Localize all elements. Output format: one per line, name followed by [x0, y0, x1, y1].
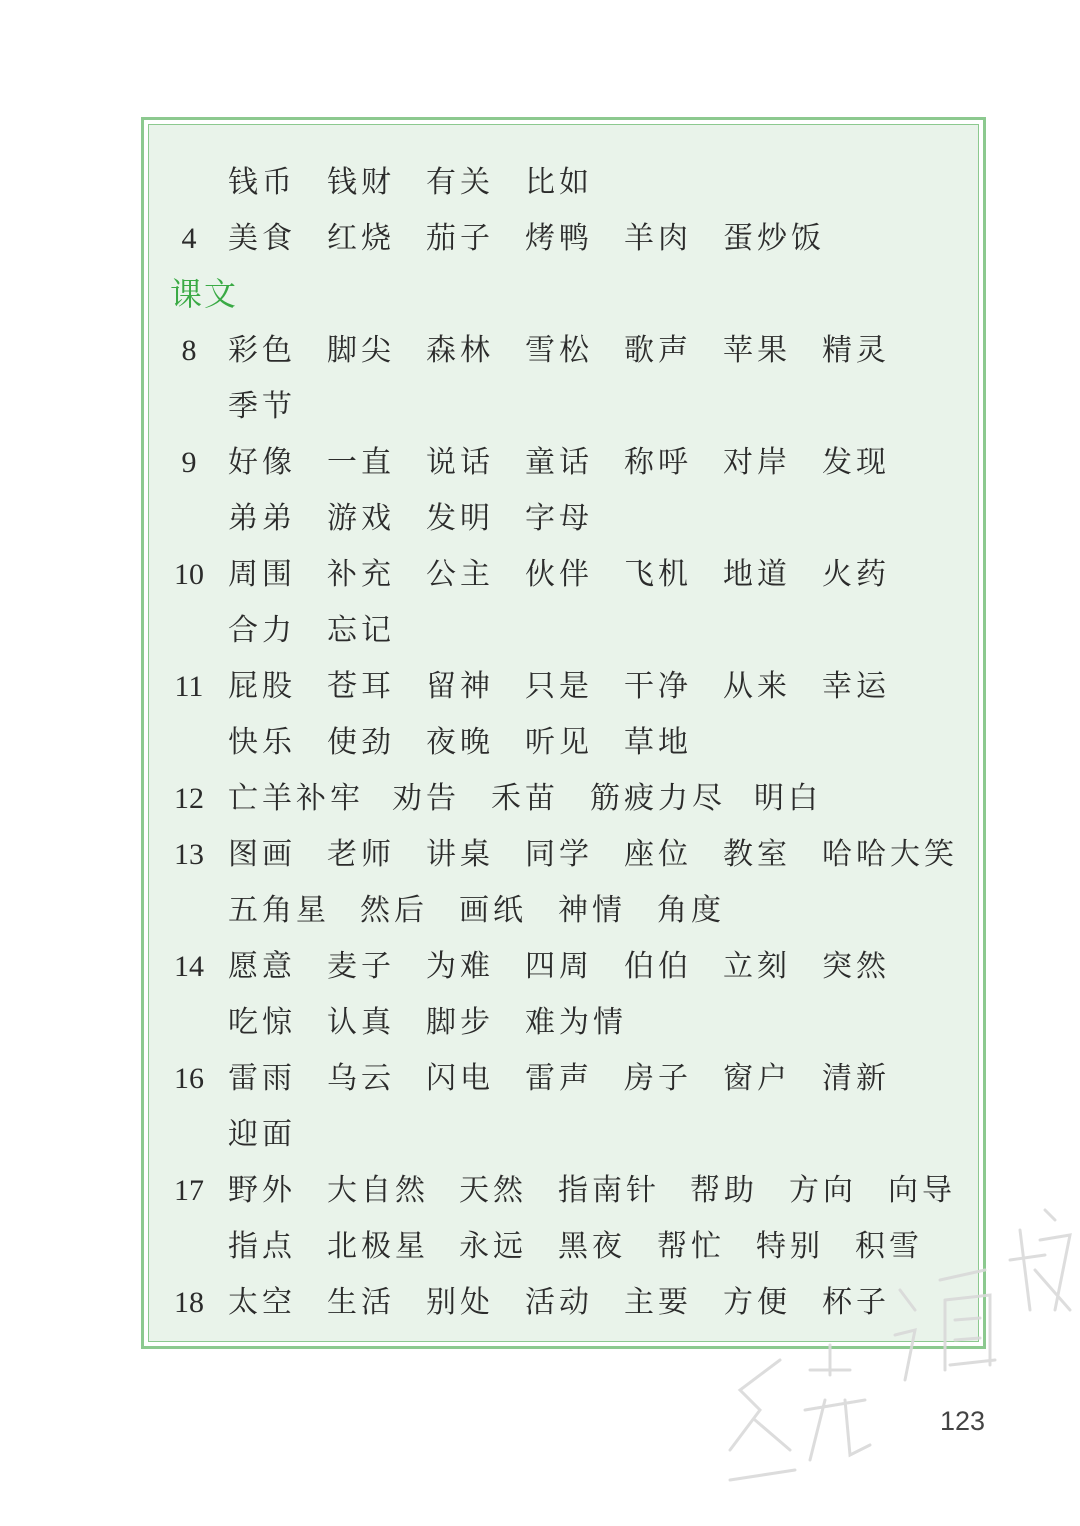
vocab-word: 讲桌 — [426, 837, 494, 872]
lesson-number: 14 — [174, 950, 204, 983]
vocab-word: 快乐 — [228, 725, 296, 760]
lesson-number: 13 — [174, 838, 204, 871]
vocab-word: 清新 — [822, 1061, 890, 1096]
vocab-word: 四周 — [525, 949, 593, 984]
lesson-number: 9 — [181, 446, 197, 479]
vocab-word: 向导 — [888, 1173, 956, 1208]
vocab-word: 黑夜 — [558, 1229, 626, 1264]
vocab-word: 亡羊补牢 — [228, 781, 364, 816]
lesson-number: 18 — [174, 1286, 204, 1319]
vocab-word: 一直 — [327, 445, 395, 480]
vocab-word: 红烧 — [327, 221, 395, 256]
vocab-word: 有关 — [426, 165, 494, 200]
vocab-word: 弟弟 — [228, 501, 296, 536]
vocab-word: 钱币 — [228, 165, 296, 200]
vocab-word: 火药 — [822, 557, 890, 592]
vocab-word: 生活 — [327, 1285, 395, 1320]
vocab-word: 精灵 — [822, 333, 890, 368]
vocab-word: 合力 — [228, 613, 296, 648]
lesson-number: 11 — [174, 670, 204, 703]
vocab-word: 图画 — [228, 837, 296, 872]
vocab-word: 方向 — [789, 1173, 857, 1208]
vocab-word: 北极星 — [327, 1229, 429, 1264]
vocab-word: 同学 — [525, 837, 593, 872]
vocab-word: 彩色 — [228, 333, 296, 368]
vocab-word: 屁股 — [228, 669, 296, 704]
vocab-word: 别处 — [426, 1285, 494, 1320]
vocab-word: 闪电 — [426, 1061, 494, 1096]
watermark-logo — [700, 1120, 1080, 1520]
vocab-word: 雷雨 — [228, 1061, 296, 1096]
lesson-number: 12 — [174, 782, 204, 815]
lesson-number: 10 — [174, 558, 204, 591]
vocab-word: 然后 — [360, 893, 428, 928]
vocab-word: 说话 — [426, 445, 494, 480]
vocab-word: 劝告 — [392, 781, 460, 816]
vocab-word: 主要 — [624, 1285, 692, 1320]
vocab-word: 吃惊 — [228, 1005, 296, 1040]
vocab-word: 脚步 — [426, 1005, 494, 1040]
vocab-word: 指点 — [228, 1229, 296, 1264]
vocab-word: 公主 — [426, 557, 494, 592]
vocab-word: 森林 — [426, 333, 494, 368]
vocab-word: 大自然 — [327, 1173, 429, 1208]
vocab-word: 活动 — [525, 1285, 593, 1320]
vocab-word: 游戏 — [327, 501, 395, 536]
vocab-word: 季节 — [228, 389, 296, 424]
vocab-word: 发现 — [822, 445, 890, 480]
vocab-word: 羊肉 — [624, 221, 692, 256]
lesson-number: 16 — [174, 1062, 204, 1095]
vocab-word: 好像 — [228, 445, 296, 480]
vocab-word: 幸运 — [822, 669, 890, 704]
vocab-word: 忘记 — [327, 613, 395, 648]
vocab-word: 积雪 — [855, 1229, 923, 1264]
vocab-word: 杯子 — [822, 1285, 890, 1320]
vocab-word: 迎面 — [228, 1117, 296, 1152]
section-title: 课文 — [170, 275, 239, 313]
vocab-word: 太空 — [228, 1285, 296, 1320]
vocab-word: 永远 — [459, 1229, 527, 1264]
vocab-word: 方便 — [723, 1285, 791, 1320]
vocab-word: 美食 — [228, 221, 296, 256]
vocab-word: 周围 — [228, 557, 296, 592]
vocab-word: 补充 — [327, 557, 395, 592]
vocab-word: 天然 — [459, 1173, 527, 1208]
vocab-word: 地道 — [723, 557, 791, 592]
vocab-word: 野外 — [228, 1173, 296, 1208]
vocab-word: 画纸 — [459, 893, 527, 928]
vocab-word: 指南针 — [558, 1173, 660, 1208]
vocab-word: 雪松 — [525, 333, 593, 368]
lesson-number: 8 — [181, 334, 197, 367]
vocab-word: 座位 — [624, 837, 692, 872]
vocab-word: 从来 — [723, 669, 791, 704]
page-number: 123 — [940, 1406, 986, 1436]
vocab-word: 夜晚 — [426, 725, 494, 760]
vocab-word: 哈哈大笑 — [822, 837, 958, 872]
vocab-word: 草地 — [624, 725, 692, 760]
vocab-word: 乌云 — [327, 1061, 395, 1096]
vocab-word: 歌声 — [624, 333, 692, 368]
vocab-word: 比如 — [525, 165, 593, 200]
vocab-word: 明白 — [754, 781, 822, 816]
vocab-word: 老师 — [327, 837, 395, 872]
vocab-word: 童话 — [525, 445, 593, 480]
lesson-number: 4 — [181, 222, 197, 255]
vocab-word: 蛋炒饭 — [723, 221, 825, 256]
vocab-word: 苹果 — [723, 333, 791, 368]
vocab-word: 麦子 — [327, 949, 395, 984]
vocab-word: 五角星 — [228, 893, 330, 928]
vocab-word: 字母 — [525, 501, 593, 536]
vocab-word: 苍耳 — [327, 669, 395, 704]
vocab-word: 钱财 — [327, 165, 395, 200]
vocab-word: 烤鸭 — [525, 221, 593, 256]
vocab-word: 留神 — [426, 669, 494, 704]
vocab-word: 房子 — [624, 1061, 692, 1096]
vocab-word: 认真 — [327, 1005, 395, 1040]
vocab-word: 窗户 — [723, 1061, 791, 1096]
vocab-word: 雷声 — [525, 1061, 593, 1096]
lesson-number: 17 — [174, 1174, 204, 1207]
vocab-word: 角度 — [657, 893, 725, 928]
vocab-word: 突然 — [822, 949, 890, 984]
vocab-word: 称呼 — [624, 445, 692, 480]
vocab-word: 神情 — [558, 893, 626, 928]
vocab-word: 特别 — [756, 1229, 824, 1264]
vocab-word: 禾苗 — [491, 781, 559, 816]
vocab-word: 愿意 — [228, 949, 296, 984]
vocab-word: 只是 — [525, 669, 593, 704]
vocab-word: 使劲 — [327, 725, 395, 760]
vocab-word: 帮忙 — [657, 1229, 725, 1264]
vocab-word: 筋疲力尽 — [590, 781, 726, 816]
vocab-word: 听见 — [525, 725, 593, 760]
vocab-word: 伙伴 — [525, 557, 593, 592]
vocab-word: 飞机 — [624, 557, 692, 592]
vocab-word: 立刻 — [723, 949, 791, 984]
vocab-word: 帮助 — [690, 1173, 758, 1208]
vocab-word: 茄子 — [426, 221, 494, 256]
vocab-word: 教室 — [723, 837, 791, 872]
vocab-word: 对岸 — [723, 445, 791, 480]
vocab-word: 难为情 — [525, 1005, 627, 1040]
vocab-word: 干净 — [624, 669, 692, 704]
vocab-word: 伯伯 — [624, 949, 692, 984]
vocab-word: 为难 — [426, 949, 494, 984]
vocab-word: 发明 — [426, 501, 494, 536]
vocab-word: 脚尖 — [327, 333, 395, 368]
